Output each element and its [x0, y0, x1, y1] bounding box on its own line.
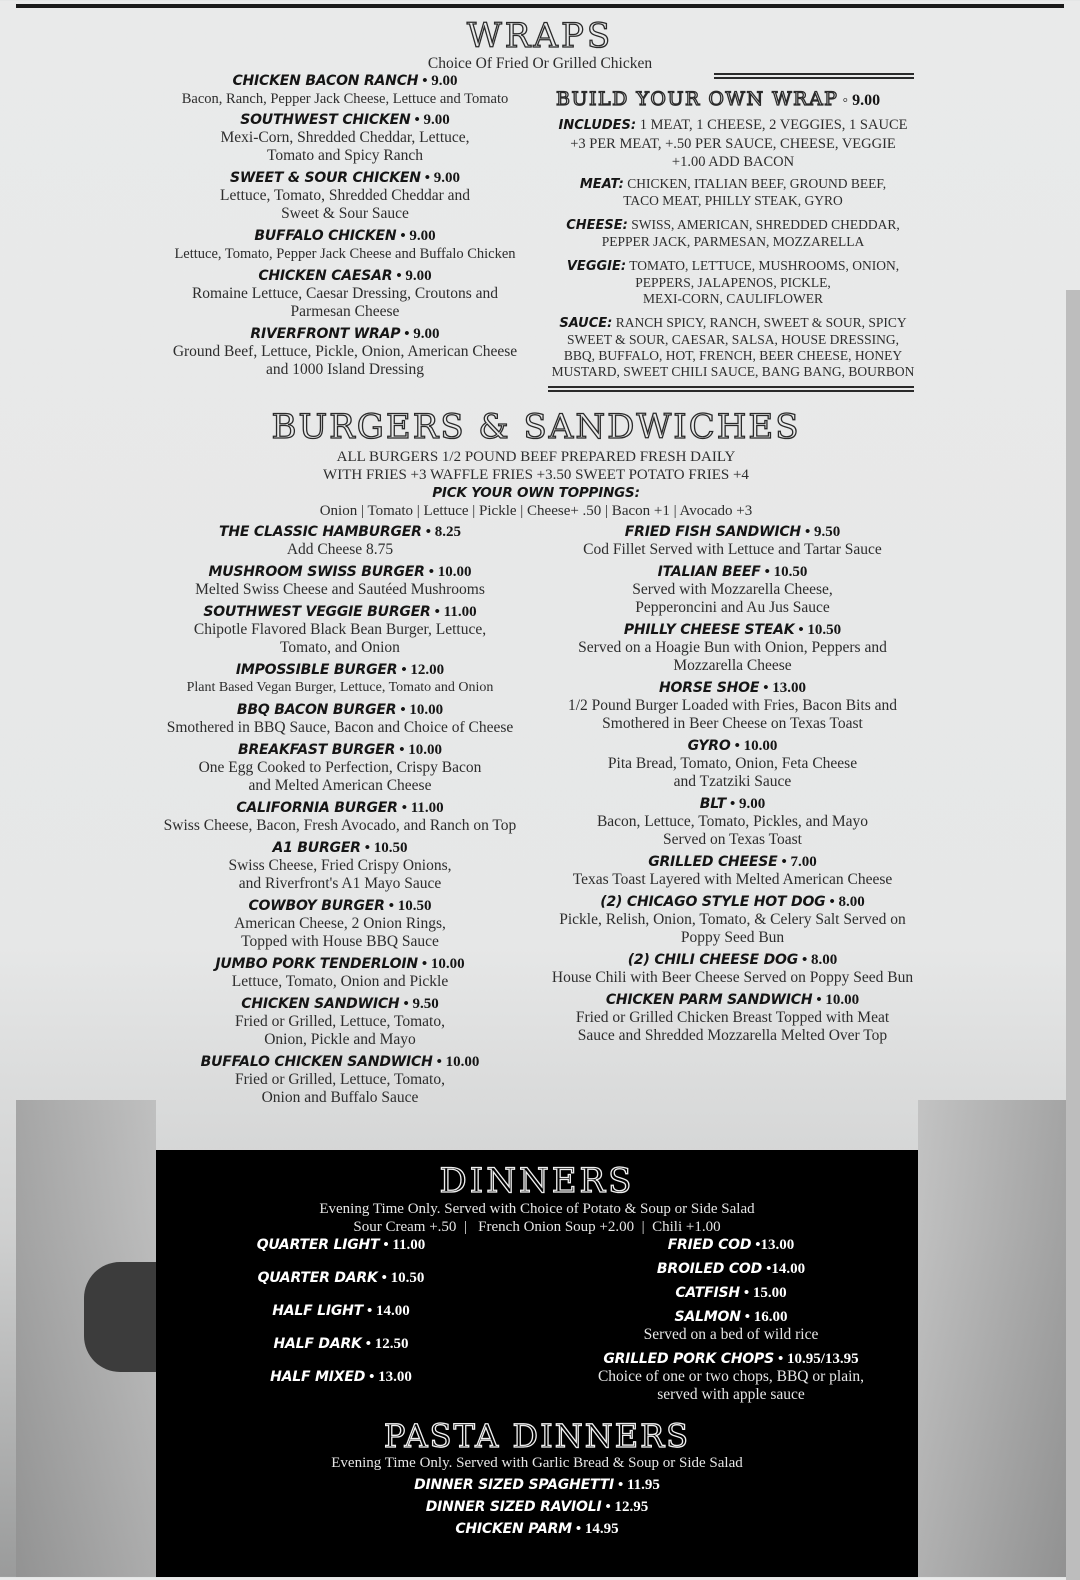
item-name: THE CLASSIC HAMBURGER: [219, 524, 422, 540]
item-price: • 10.50: [764, 564, 808, 580]
includes-label: INCLUDES:: [558, 118, 637, 133]
item-name: BUFFALO CHICKEN SANDWICH: [200, 1054, 433, 1070]
item-price: • 15.00: [743, 1285, 787, 1301]
item-price: • 9.00: [396, 268, 432, 284]
item-name: (2) CHICAGO STYLE HOT DOG: [600, 894, 826, 910]
pasta-item: [156, 1498, 918, 1516]
dinners-right-column: [556, 1236, 906, 1410]
item-description: Choice of one or two chops, BBQ or plain, served with apple sauce: [597, 1368, 865, 1403]
sandwich-item: [535, 893, 930, 947]
item-description: Texas Toast Layered with Melted American Cheese: [572, 871, 893, 888]
item-price: • 8.25: [425, 524, 461, 540]
item-description: Bacon, Ranch, Pepper Jack Cheese, Lettuce and Tomato: [181, 91, 509, 107]
dinner-item: [556, 1308, 906, 1344]
item-description: Cod Fillet Served with Lettuce and Tartar Sauce: [583, 541, 882, 558]
dinners-panel: [156, 1150, 918, 1577]
dinner-item: [216, 1302, 466, 1320]
cheese-line2: PEPPER JACK, PARMESAN, MOZZARELLA: [601, 234, 865, 249]
item-price: •14.00: [766, 1261, 806, 1277]
burger-item: [140, 523, 540, 559]
item-name: CATFISH: [675, 1285, 740, 1301]
wrap-item: [140, 169, 550, 223]
cheese-label: CHEESE:: [566, 218, 628, 233]
item-price: • 11.00: [434, 604, 477, 620]
sauce-line4: MUSTARD, SWEET CHILI SAUCE, BANG BANG, BOURBON: [551, 364, 915, 379]
item-name: COWBOY BURGER: [248, 898, 385, 914]
item-name: RIVERFRONT WRAP: [250, 326, 401, 342]
item-description: Pickle, Relish, Onion, Tomato, & Celery Salt Served on Poppy Seed Bun: [559, 911, 906, 946]
item-description: Plant Based Vegan Burger, Lettuce, Tomato and Onion: [186, 680, 494, 695]
item-name: SWEET & SOUR CHICKEN: [229, 170, 421, 186]
item-name: BLT: [699, 796, 726, 812]
item-description: Melted Swiss Cheese and Sautéed Mushrooms: [195, 581, 485, 598]
item-name: DINNER SIZED SPAGHETTI: [414, 1477, 614, 1493]
item-price: • 8.00: [802, 952, 838, 968]
includes-line3: +1.00 ADD BACON: [671, 154, 795, 170]
item-price: • 9.50: [804, 524, 841, 540]
item-name: CHICKEN PARM: [455, 1521, 572, 1537]
item-description: Fried or Grilled, Lettuce, Tomato, Onion, Pickle and Mayo: [235, 1013, 445, 1048]
meat-line2: TACO MEAT, PHILLY STEAK, GYRO: [623, 193, 843, 208]
box-rule-top: [714, 73, 914, 79]
dinner-item: [216, 1368, 466, 1386]
burger-item: [140, 955, 540, 991]
dinner-item: [556, 1236, 906, 1254]
item-description: Add Cheese 8.75: [286, 541, 394, 558]
build-your-own-box: [548, 88, 918, 380]
pasta-section: [156, 1418, 918, 1542]
sandwich-item: [535, 679, 930, 733]
item-description: Fried or Grilled, Lettuce, Tomato, Onion and Buffalo Sauce: [235, 1071, 445, 1106]
burgers-right-column: [535, 523, 930, 1049]
item-name: GRILLED PORK CHOPS: [603, 1351, 774, 1367]
item-name: CHICKEN BACON RANCH: [232, 73, 419, 89]
item-description: Romaine Lettuce, Caesar Dressing, Croutons and Parmesan Cheese: [191, 285, 499, 320]
toppings-list: Onion | Tomato | Lettuce | Pickle | Cheese+ .50 | Bacon +1 | Avocado +3: [319, 503, 753, 519]
burger-item: [140, 603, 540, 657]
dinner-item: [216, 1335, 466, 1353]
item-description: Swiss Cheese, Fried Crispy Onions, and Riverfront's A1 Mayo Sauce: [228, 857, 452, 892]
item-price: • 9.00: [400, 228, 436, 244]
item-name: A1 BURGER: [272, 840, 361, 856]
item-name: CHICKEN PARM SANDWICH: [605, 992, 813, 1008]
item-description: Fried or Grilled Chicken Breast Topped with Meat Sauce and Shredded Mozzarella Melted Over Top: [575, 1009, 890, 1044]
item-name: MUSHROOM SWISS BURGER: [208, 564, 425, 580]
item-name: HORSE SHOE: [659, 680, 760, 696]
item-price: • 9.00: [422, 73, 458, 89]
item-name: IMPOSSIBLE BURGER: [235, 662, 398, 678]
item-description: Smothered in BBQ Sauce, Bacon and Choice of Cheese: [166, 719, 514, 736]
top-border: [16, 4, 1064, 8]
burgers-left-column: [140, 523, 540, 1111]
pasta-item: [156, 1520, 918, 1538]
item-name: GYRO: [687, 738, 731, 754]
dinners-title: DINNERS: [439, 1161, 635, 1201]
sandwich-item: [535, 523, 930, 559]
item-price: • 16.00: [744, 1309, 788, 1325]
item-name: HALF LIGHT: [272, 1303, 364, 1319]
item-description: 1/2 Pound Burger Loaded with Fries, Bacon Bits and Smothered in Beer Cheese on Texas Toast: [567, 697, 898, 732]
item-description: Lettuce, Tomato, Onion and Pickle: [231, 973, 449, 990]
item-price: • 10.00: [816, 992, 860, 1008]
item-name: FRIED COD: [667, 1237, 752, 1253]
wrap-item: [140, 267, 550, 321]
includes-line2: +3 PER MEAT, +.50 PER SAUCE, CHEESE, VEGGIE: [570, 136, 896, 152]
dinner-item: [216, 1269, 466, 1287]
item-description: Chipotle Flavored Black Bean Burger, Lettuce, Tomato, and Onion: [193, 621, 487, 656]
item-price: • 14.00: [367, 1303, 410, 1319]
item-name: HALF MIXED: [270, 1369, 366, 1385]
item-name: CHICKEN SANDWICH: [241, 996, 400, 1012]
item-description: Lettuce, Tomato, Pepper Jack Cheese and Buffalo Chicken: [174, 246, 516, 262]
item-price: • 9.00: [729, 796, 766, 812]
item-description: Swiss Cheese, Bacon, Fresh Avocado, and Ranch on Top: [163, 817, 517, 834]
sauce-line3: BBQ, BUFFALO, HOT, FRENCH, BEER CHEESE, HONEY: [563, 348, 903, 363]
item-price: • 12.00: [401, 662, 445, 678]
item-description: Served on a Hoagie Bun with Onion, Peppers and Mozzarella Cheese: [578, 639, 887, 674]
burger-item: [140, 741, 540, 795]
burgers-line2: WITH FRIES +3 WAFFLE FRIES +3.50 SWEET POTATO FRIES +4: [323, 467, 749, 483]
item-name: CALIFORNIA BURGER: [236, 800, 398, 816]
item-price: • 10.00: [399, 742, 443, 758]
item-price: •13.00: [755, 1237, 795, 1253]
item-price: • 11.00: [383, 1237, 426, 1253]
wraps-list: [140, 72, 550, 383]
build-title: BUILD YOUR OWN WRAP: [556, 88, 839, 110]
sandwich-item: [535, 737, 930, 791]
includes-text: 1 MEAT, 1 CHEESE, 2 VEGGIES, 1 SAUCE: [639, 117, 908, 133]
item-name: BREAKFAST BURGER: [237, 742, 396, 758]
background-photo-right: [918, 1100, 1066, 1577]
wrap-item: [140, 111, 550, 165]
burger-item: [140, 1053, 540, 1107]
item-description: Mexi-Corn, Shredded Cheddar, Lettuce, Tomato and Spicy Ranch: [220, 129, 470, 164]
sandwich-item: [535, 621, 930, 675]
sauce-text: RANCH SPICY, RANCH, SWEET & SOUR, SPICY: [615, 315, 907, 330]
item-price: • 9.50: [403, 996, 439, 1012]
item-name: JUMBO PORK TENDERLOIN: [215, 956, 418, 972]
item-name: ITALIAN BEEF: [657, 564, 761, 580]
item-name: HALF DARK: [273, 1336, 362, 1352]
cheese-text: SWISS, AMERICAN, SHREDDED CHEDDAR,: [631, 217, 900, 232]
dinner-item: [556, 1260, 906, 1278]
wraps-section: [0, 16, 1080, 56]
sandwich-item: [535, 951, 930, 987]
dinners-line1: Evening Time Only. Served with Choice of Potato & Soup or Side Salad: [319, 1201, 755, 1217]
item-description: Bacon, Lettuce, Tomato, Pickles, and Mayo Served on Texas Toast: [596, 813, 869, 848]
item-price: • 13.00: [369, 1369, 412, 1385]
burgers-title: BURGERS & SANDWICHES: [271, 407, 801, 447]
burger-item: [140, 799, 540, 835]
item-name: BUFFALO CHICKEN: [254, 228, 397, 244]
veggie-line3: MEXI-CORN, CAULIFLOWER: [643, 291, 823, 306]
item-name: BROILED COD: [656, 1261, 763, 1277]
meat-label: MEAT:: [579, 177, 624, 192]
item-name: QUARTER DARK: [257, 1270, 378, 1286]
storefront-sign: [84, 1262, 156, 1372]
build-price: ◦ 9.00: [842, 92, 881, 109]
sandwich-item: [535, 795, 930, 849]
burger-item: [140, 839, 540, 893]
item-name: DINNER SIZED RAVIOLI: [425, 1499, 602, 1515]
sandwich-item: [535, 853, 930, 889]
item-description: House Chili with Beer Cheese Served on Poppy Seed Bun: [551, 969, 914, 986]
item-name: QUARTER LIGHT: [256, 1237, 380, 1253]
item-price: • 10.00: [436, 1054, 480, 1070]
item-price: • 10.00: [421, 956, 465, 972]
item-price: • 11.00: [401, 800, 444, 816]
item-price: • 13.00: [763, 680, 806, 696]
wrap-item: [140, 72, 550, 108]
sauce-line2: SWEET & SOUR, CAESAR, SALSA, HOUSE DRESSING,: [566, 332, 900, 347]
item-description: Ground Beef, Lettuce, Pickle, Onion, American Cheese and 1000 Island Dressing: [172, 343, 518, 378]
wrap-item: [140, 227, 550, 263]
meat-text: CHICKEN, ITALIAN BEEF, GROUND BEEF,: [627, 176, 887, 191]
item-price: • 10.50: [381, 1270, 425, 1286]
dinners-line2: Sour Cream +.50 | French Onion Soup +2.00 | Chili +1.00: [353, 1219, 721, 1235]
item-price: • 11.95: [617, 1477, 660, 1493]
item-name: (2) CHILI CHEESE DOG: [627, 952, 798, 968]
item-price: • 12.95: [605, 1499, 649, 1515]
item-name: GRILLED CHEESE: [648, 854, 778, 870]
burger-item: [140, 701, 540, 737]
item-description: One Egg Cooked to Perfection, Crispy Bacon and Melted American Cheese: [198, 759, 482, 794]
sauce-label: SAUCE:: [559, 316, 613, 331]
burger-item: [140, 897, 540, 951]
item-description: Served on a bed of wild rice: [643, 1326, 819, 1343]
dinner-item: [216, 1236, 466, 1254]
wrap-item: [140, 325, 550, 379]
pasta-title: PASTA DINNERS: [383, 1417, 691, 1455]
item-name: FRIED FISH SANDWICH: [624, 524, 801, 540]
item-name: CHICKEN CAESAR: [258, 268, 393, 284]
item-price: • 7.00: [781, 854, 817, 870]
item-description: Lettuce, Tomato, Shredded Cheddar and Sweet & Sour Sauce: [220, 187, 470, 222]
burger-item: [140, 995, 540, 1049]
wraps-title: WRAPS: [466, 16, 614, 56]
item-description: American Cheese, 2 Onion Rings, Topped with House BBQ Sauce: [234, 915, 446, 950]
dinners-left-column: [216, 1236, 466, 1401]
item-description: Served with Mozzarella Cheese, Pepperoncini and Au Jus Sauce: [632, 581, 833, 616]
item-price: • 9.00: [424, 170, 461, 186]
item-price: • 14.95: [575, 1521, 619, 1537]
veggie-label: VEGGIE:: [566, 259, 627, 274]
item-price: • 10.00: [400, 702, 444, 718]
veggie-line2: PEPPERS, JALAPENOS, PICKLE,: [635, 275, 831, 290]
sandwich-item: [535, 563, 930, 617]
item-price: • 10.50: [364, 840, 408, 856]
burger-item: [140, 563, 540, 599]
item-price: • 8.00: [829, 894, 865, 910]
item-price: • 10.50: [388, 898, 432, 914]
box-rule-bottom: [548, 386, 914, 392]
toppings-label: PICK YOUR OWN TOPPINGS:: [432, 485, 640, 501]
wraps-subtitle: Choice Of Fried Or Grilled Chicken: [427, 55, 653, 72]
item-price: • 10.95/13.95: [778, 1351, 859, 1367]
item-price: • 10.00: [734, 738, 778, 754]
burgers-header: [0, 406, 1072, 520]
item-description: Pita Bread, Tomato, Onion, Feta Cheese and Tzatziki Sauce: [607, 755, 858, 790]
pasta-item: [156, 1476, 918, 1494]
burgers-line1: ALL BURGERS 1/2 POUND BEEF PREPARED FRESH DAILY: [336, 449, 736, 465]
dinner-item: [556, 1284, 906, 1302]
burger-item: [140, 661, 540, 697]
dinner-item: [556, 1350, 906, 1404]
item-price: • 10.50: [798, 622, 842, 638]
item-price: • 9.00: [404, 326, 440, 342]
item-name: PHILLY CHEESE STEAK: [623, 622, 795, 638]
item-price: • 9.00: [414, 112, 450, 128]
pasta-line1: Evening Time Only. Served with Garlic Bread & Soup or Side Salad: [331, 1455, 743, 1471]
item-name: SALMON: [674, 1309, 741, 1325]
item-name: SOUTHWEST VEGGIE BURGER: [203, 604, 431, 620]
sandwich-item: [535, 991, 930, 1045]
item-name: SOUTHWEST CHICKEN: [240, 112, 411, 128]
item-price: • 10.00: [428, 564, 472, 580]
item-name: BBQ BACON BURGER: [236, 702, 397, 718]
item-price: • 12.50: [365, 1336, 409, 1352]
veggie-text: TOMATO, LETTUCE, MUSHROOMS, ONION,: [629, 258, 900, 273]
